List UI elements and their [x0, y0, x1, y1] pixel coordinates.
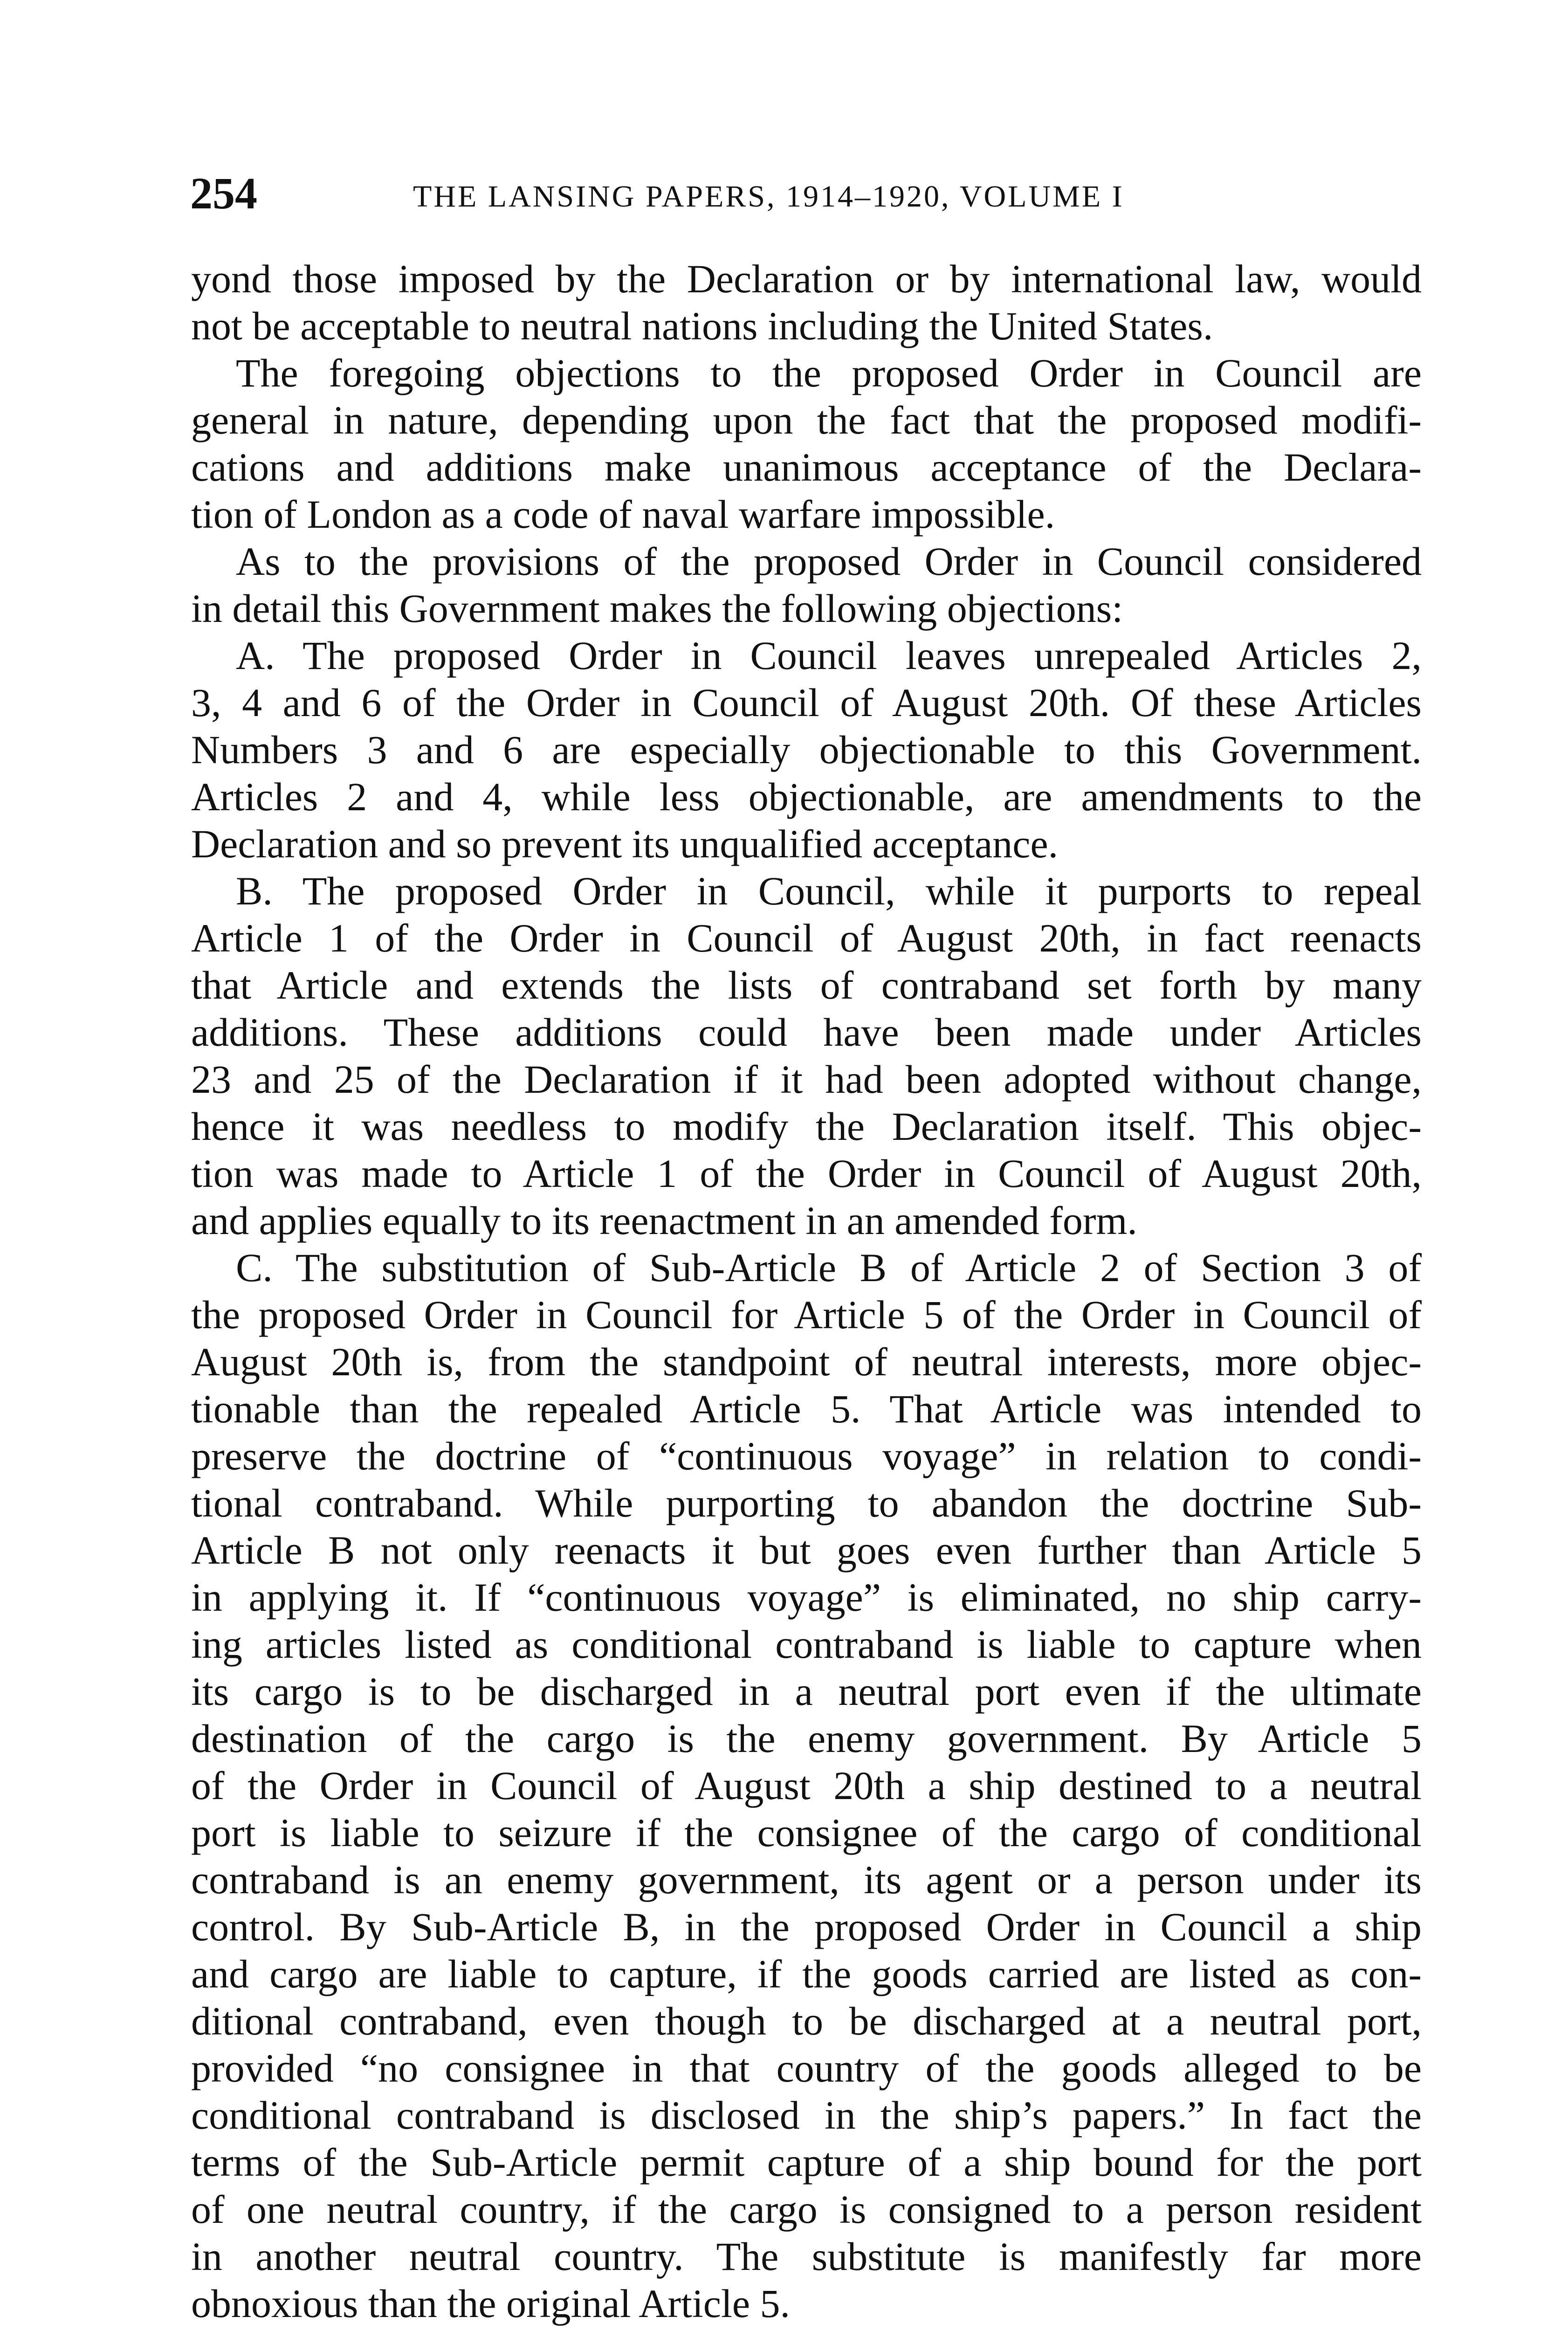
text-line: tional contraband. While purporting to abandon the doctrine Sub-: [191, 1481, 1422, 1525]
text-line: port is liable to seizure if the consignee of the cargo of conditional: [191, 1810, 1422, 1855]
text-line: Articles 2 and 4, while less objectionable, are amendments to the: [191, 774, 1422, 819]
text-line: ing articles listed as conditional contraband is liable to capture when: [191, 1622, 1422, 1667]
text-line: general in nature, depending upon the fact that the proposed modifi-: [191, 398, 1422, 442]
text-line: tion was made to Article 1 of the Order in Council of August 20th,: [191, 1151, 1422, 1196]
text-line: August 20th is, from the standpoint of neutral interests, more objec-: [191, 1339, 1422, 1384]
text-line: destination of the cargo is the enemy government. By Article 5: [191, 1716, 1422, 1761]
text-line: control. By Sub-Article B, in the proposed Order in Council a ship: [191, 1904, 1422, 1949]
text-line: its cargo is to be discharged in a neutral port even if the ultimate: [191, 1669, 1422, 1714]
text-line: not be acceptable to neutral nations including the United States.: [191, 303, 1213, 348]
text-line: 3, 4 and 6 of the Order in Council of August 20th. Of these Articles: [191, 680, 1422, 725]
text-line: in detail this Government makes the following objections:: [191, 586, 1123, 631]
text-line: of one neutral country, if the cargo is consigned to a person resident: [191, 2187, 1422, 2232]
text-line: yond those imposed by the Declaration or by international law, would: [191, 256, 1422, 301]
text-line: additions. These additions could have been made under Articles: [191, 1010, 1422, 1055]
text-line: ditional contraband, even though to be discharged at a neutral port,: [191, 1999, 1422, 2043]
text-line: The foregoing objections to the proposed Order in Council are: [236, 351, 1422, 395]
text-line: provided “no consignee in that country of the goods alleged to be: [191, 2046, 1422, 2090]
text-line: of the Order in Council of August 20th a ship destined to a neutral: [191, 1763, 1422, 1808]
text-line: obnoxious than the original Article 5.: [191, 2281, 791, 2326]
text-line: the proposed Order in Council for Article 5 of the Order in Council of: [191, 1292, 1422, 1337]
text-line: cations and additions make unanimous acceptance of the Declara-: [191, 445, 1422, 490]
text-line: in another neutral country. The substitute is manifestly far more: [191, 2234, 1422, 2279]
text-line: 23 and 25 of the Declaration if it had been adopted without change,: [191, 1057, 1422, 1102]
text-line: and applies equally to its reenactment in an amended form.: [191, 1198, 1137, 1243]
text-line: contraband is an enemy government, its agent or a person under its: [191, 1857, 1422, 1902]
text-line: hence it was needless to modify the Declaration itself. This objec-: [191, 1104, 1422, 1149]
text-line: that Article and extends the lists of contraband set forth by many: [191, 963, 1422, 1007]
text-line: and cargo are liable to capture, if the goods carried are listed as con-: [191, 1952, 1422, 1996]
text-line: in applying it. If “continuous voyage” is eliminated, no ship carry-: [191, 1575, 1422, 1620]
running-head: THE LANSING PAPERS, 1914–1920, VOLUME I: [413, 179, 1124, 214]
text-line: Numbers 3 and 6 are especially objectionable to this Government.: [191, 727, 1422, 772]
text-line: terms of the Sub-Article permit capture of a ship bound for the port: [191, 2140, 1422, 2185]
text-line: Article B not only reenacts it but goes even further than Article 5: [191, 1528, 1422, 1572]
body-text: [191, 255, 1422, 2327]
text-line: Declaration and so prevent its unqualified acceptance.: [191, 821, 1059, 866]
text-line: Article 1 of the Order in Council of August 20th, in fact reenacts: [191, 916, 1422, 960]
text-line: As to the provisions of the proposed Order in Council considered: [236, 539, 1422, 584]
text-line: tion of London as a code of naval warfare impossible.: [191, 492, 1055, 537]
text-line: A. The proposed Order in Council leaves unrepealed Articles 2,: [236, 633, 1422, 678]
text-line: B. The proposed Order in Council, while it purports to repeal: [236, 869, 1422, 913]
page-header: [190, 168, 1425, 224]
text-line: conditional contraband is disclosed in the ship’s papers.” In fact the: [191, 2093, 1422, 2138]
text-line: C. The substitution of Sub-Article B of Article 2 of Section 3 of: [236, 1245, 1422, 1290]
page-number: 254: [190, 168, 257, 218]
text-line: preserve the doctrine of “continuous voyage” in relation to condi-: [191, 1434, 1422, 1478]
text-line: tionable than the repealed Article 5. That Article was intended to: [191, 1386, 1422, 1431]
